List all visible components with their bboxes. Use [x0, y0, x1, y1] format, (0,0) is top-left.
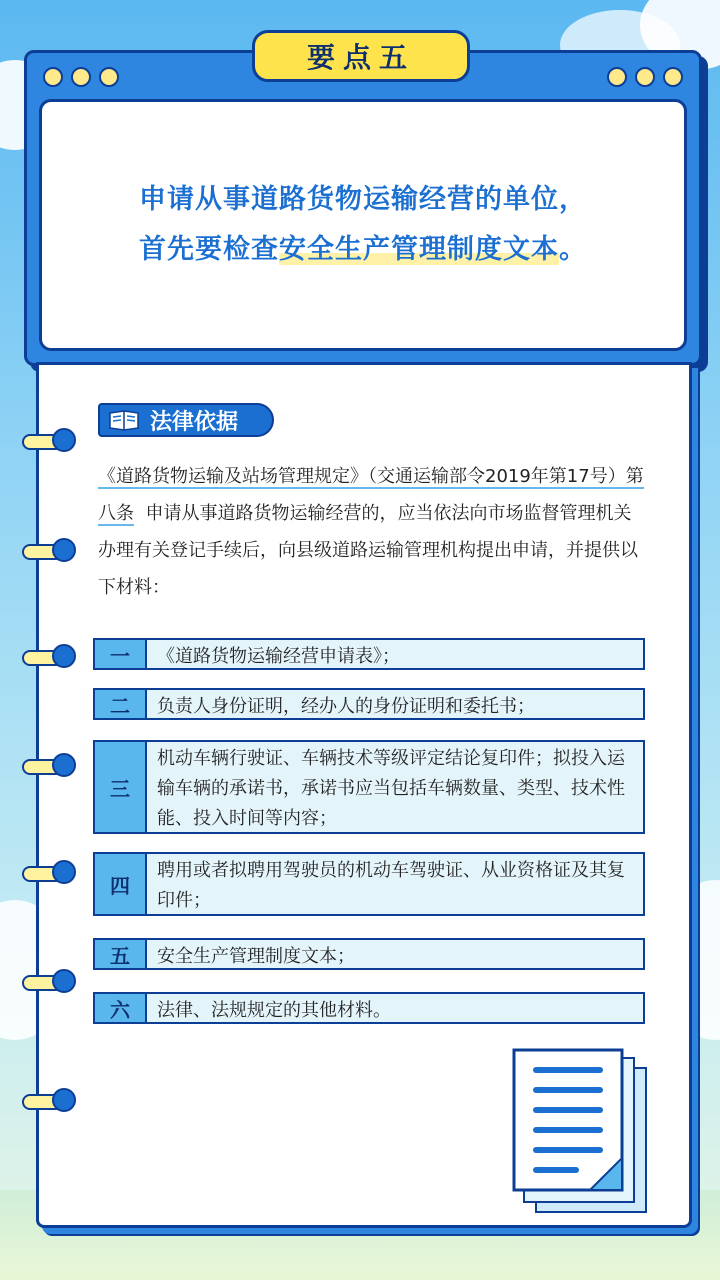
item-number: 三 [95, 742, 147, 832]
highlight-window [24, 50, 702, 366]
item-text: 安全生产管理制度文本； [157, 946, 355, 967]
list-item [93, 638, 645, 670]
binder-ring-icon [22, 538, 78, 562]
list-item [93, 740, 645, 834]
dot-icon [635, 67, 655, 87]
document-stack-icon [510, 1048, 650, 1218]
dot-icon [43, 67, 63, 87]
binder-ring-icon [22, 1088, 78, 1112]
item-text: 法律、法规规定的其他材料。 [157, 1000, 391, 1021]
legal-body-text: 申请从事道路货物运输经营的，应当依法向市场监督管理机关办理有关登记手续后，向县级道路运输管理机构提出申请，并提供以下材料： [98, 503, 638, 598]
list-item [93, 938, 645, 970]
dot-icon [71, 67, 91, 87]
list-item [93, 688, 645, 720]
headline-line-1: 申请从事道路货物运输经营的单位， [139, 184, 587, 215]
binder-ring-icon [22, 860, 78, 884]
item-text: 负责人身份证明，经办人的身份证明和委托书； [157, 696, 535, 717]
binder-ring-icon [22, 428, 78, 452]
book-icon [108, 409, 140, 431]
list-item [93, 852, 645, 916]
item-text: 《道路货物运输经营申请表》； [157, 646, 400, 667]
item-text: 机动车辆行驶证、车辆技术等级评定结论复印件；拟投入运输车辆的承诺书，承诺书应当包括车辆数量、类型、技术性能、投入时间等内容； [157, 748, 625, 829]
item-number: 二 [95, 690, 147, 718]
list-item [93, 992, 645, 1024]
headline-box [39, 99, 687, 351]
item-number: 一 [95, 640, 147, 668]
headline-line-2-end: 。 [559, 234, 587, 265]
item-text: 聘用或者拟聘用驾驶员的机动车驾驶证、从业资格证及其复印件； [157, 860, 625, 911]
headline-line-2 [139, 225, 587, 275]
dot-icon [99, 67, 119, 87]
headline-highlight: 安全生产管理制度文本 [279, 234, 559, 265]
legal-basis-tag [98, 403, 274, 437]
window-dots-left [43, 67, 119, 87]
regulation-reference: 《道路货物运输及站场管理规定》（交通运输部令2019年第17号）第八条 [98, 466, 644, 524]
header-tab: 要点五 [252, 30, 470, 82]
legal-basis-label: 法律依据 [150, 409, 239, 435]
binder-ring-icon [22, 644, 78, 668]
binder-ring-icon [22, 969, 78, 993]
dot-icon [607, 67, 627, 87]
dot-icon [663, 67, 683, 87]
headline-line-2-plain: 首先要检查 [139, 234, 279, 265]
binder-ring-icon [22, 753, 78, 777]
window-dots-right [607, 67, 683, 87]
item-number: 四 [95, 854, 147, 914]
item-number: 六 [95, 994, 147, 1022]
legal-paragraph [98, 458, 648, 606]
item-number: 五 [95, 940, 147, 968]
